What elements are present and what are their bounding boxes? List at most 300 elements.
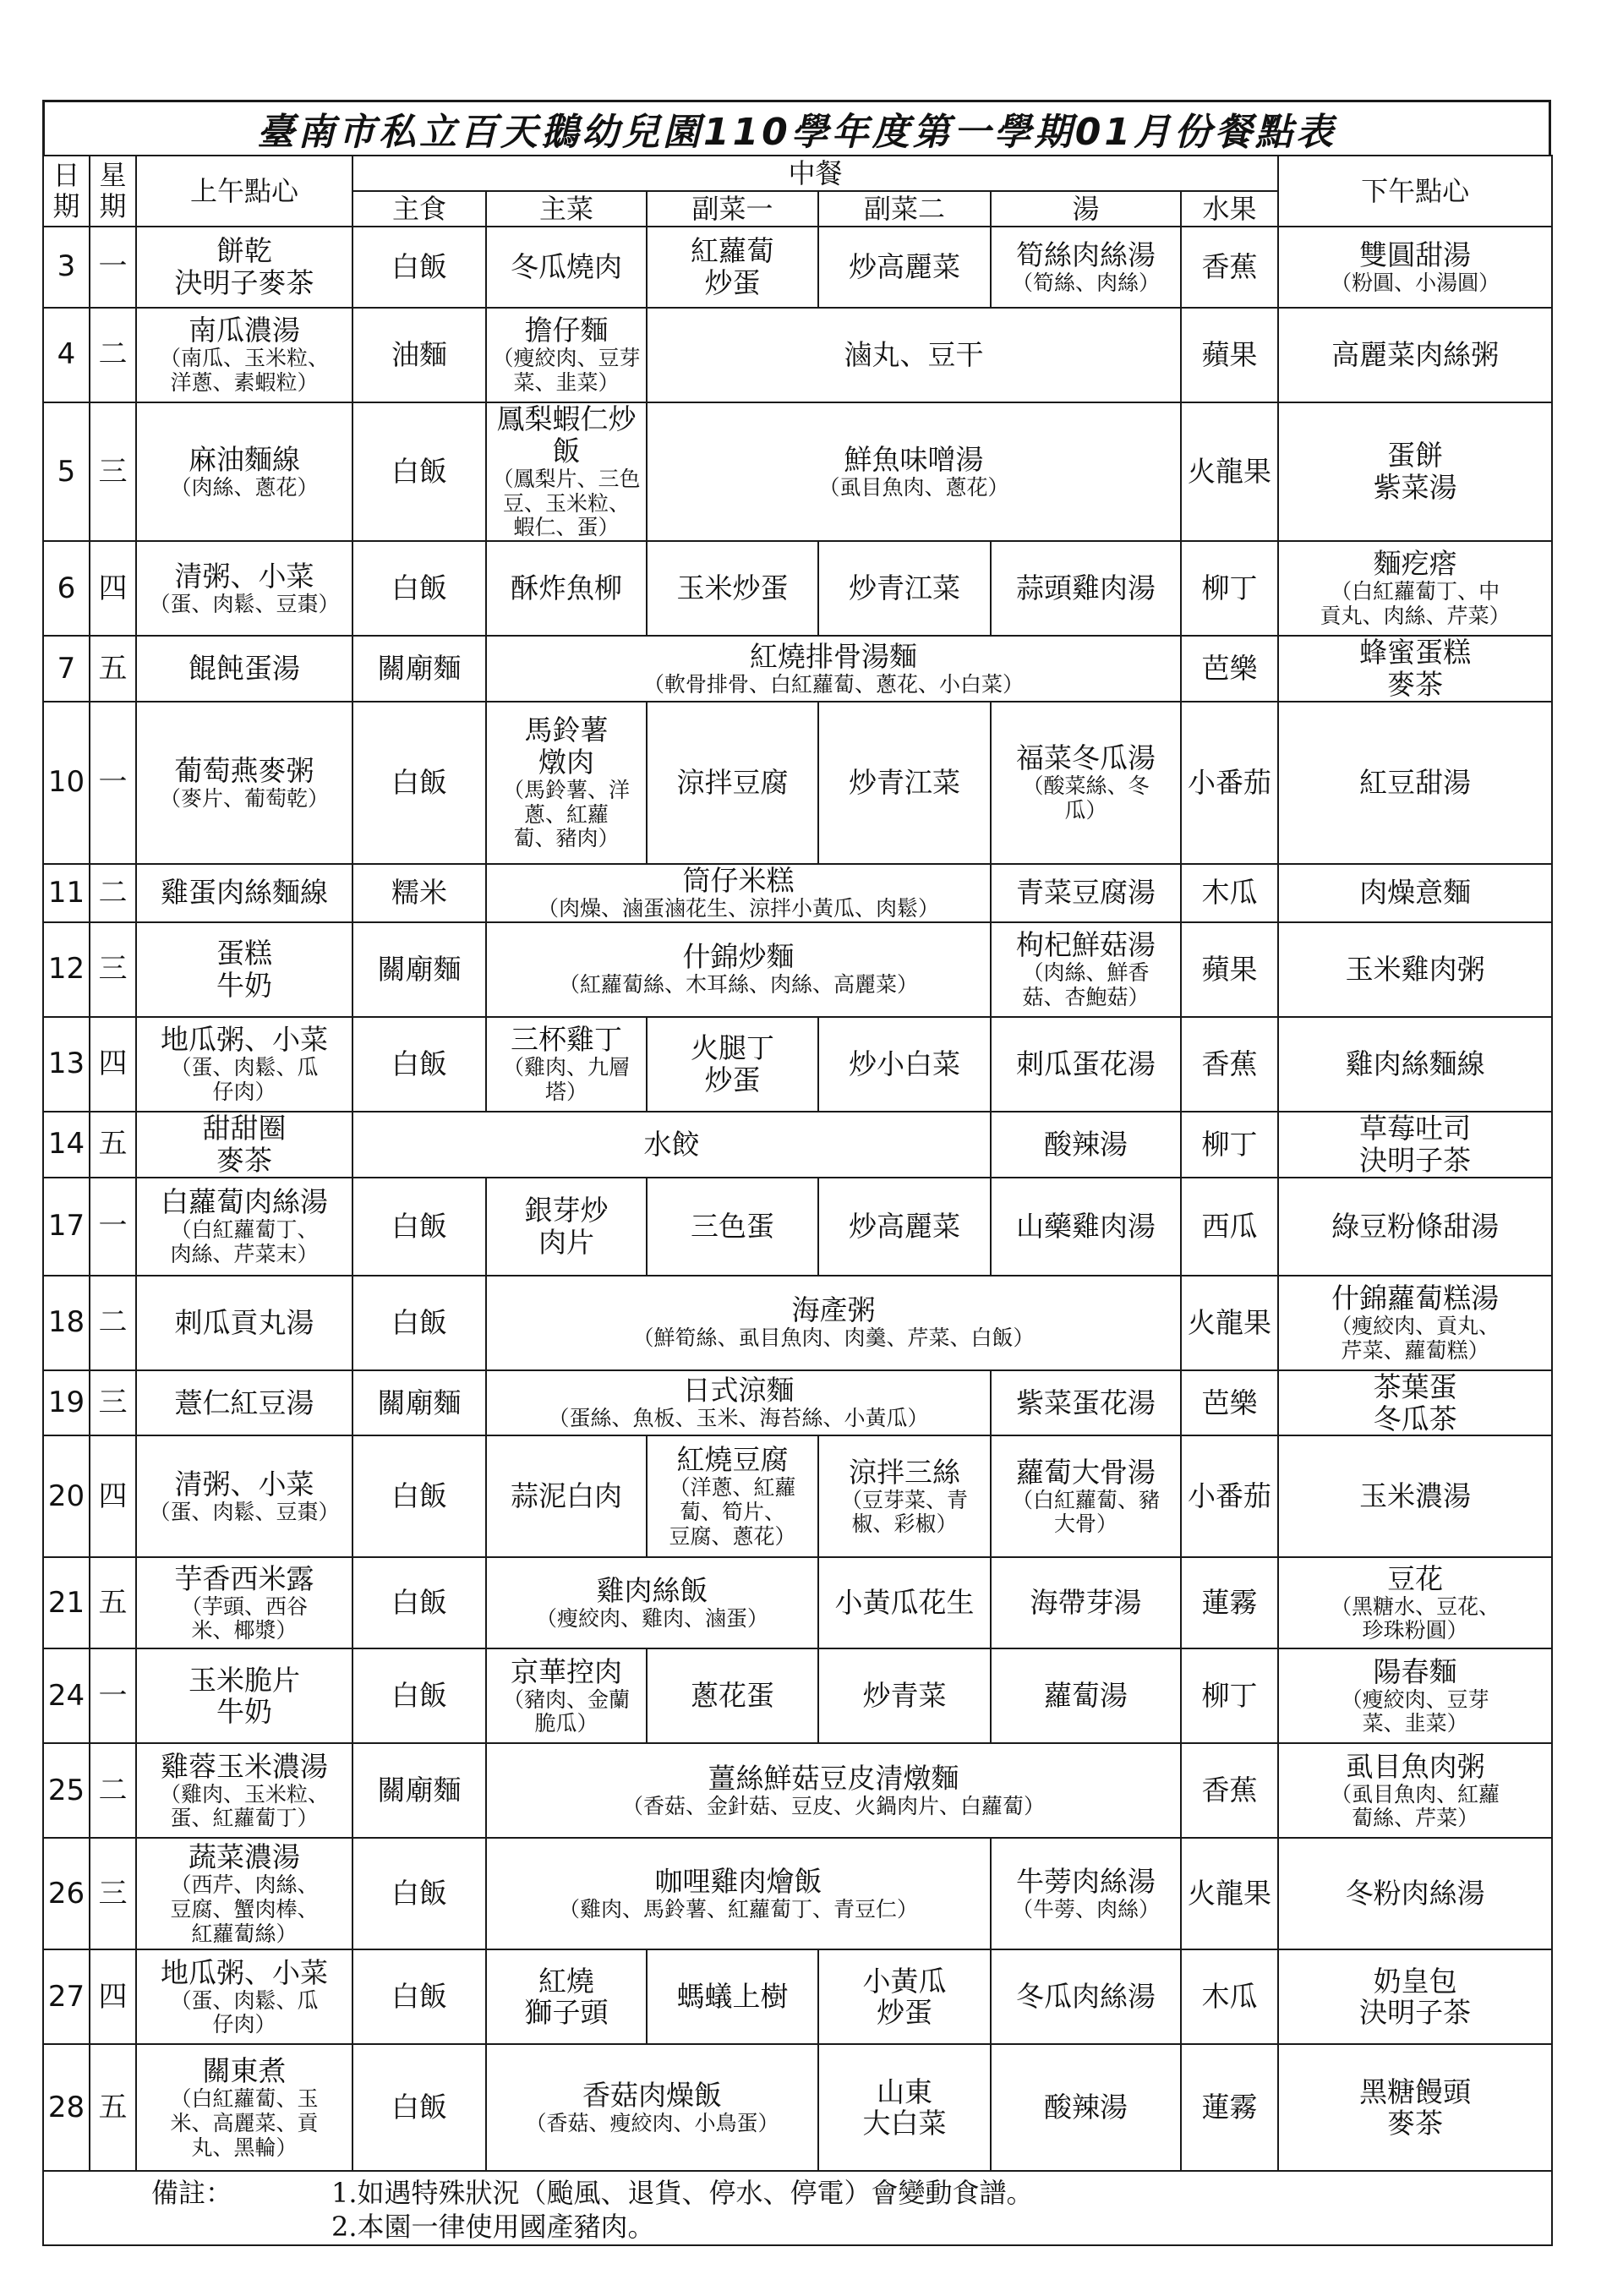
cell-text-line: 鮮魚味噌湯 [844, 442, 984, 476]
cell-text-line: 虱目魚肉粥 [1345, 1749, 1485, 1783]
lunch-combo-cell [486, 2044, 818, 2171]
afternoon-snack-cell [1278, 864, 1552, 922]
cell-text-line: 刺瓜貢丸湯 [174, 1305, 314, 1339]
menu-row [43, 1017, 1552, 1112]
cell-text-line: （粉圓、小湯圓） [1331, 270, 1500, 295]
soup-cell [991, 1017, 1181, 1112]
lunch-combo-cell [352, 1112, 991, 1178]
staple-cell: 白飯 [352, 2044, 486, 2171]
cell-text-line: 冬瓜燒肉 [511, 250, 622, 284]
cell-text-line: 酥炸魚柳 [511, 571, 622, 605]
cell-text-line: 地瓜粥、小菜 [161, 1022, 328, 1056]
cell-text-line: （白紅蘿蔔、玉 [170, 2086, 319, 2112]
cell-text-line: （蛋、肉鬆、豆棗） [149, 591, 340, 616]
weekday-cell: 四 [90, 1017, 136, 1112]
cell-text-line: 炒青江菜 [849, 766, 960, 800]
cell-text-line: 燉肉 [538, 745, 594, 779]
date-cell: 25 [43, 1743, 90, 1838]
cell-text-line: （豆芽菜、青 [840, 1487, 968, 1512]
cell-text-line: 高麗菜肉絲粥 [1331, 338, 1500, 372]
cell-text-line: 豆腐、蟹肉棒、 [170, 1897, 319, 1922]
morning-snack-cell [136, 864, 352, 922]
header-afternoon-snack: 下午點心 [1278, 156, 1552, 227]
cell-text-line: （芋頭、西谷 [180, 1594, 308, 1619]
header-row-1 [43, 156, 1552, 191]
afternoon-snack-cell [1278, 1648, 1552, 1743]
fruit-cell: 柳丁 [1181, 1112, 1278, 1178]
side1-cell [647, 1949, 818, 2044]
cell-text-line: 冬瓜茶 [1373, 1402, 1457, 1435]
fruit-cell: 西瓜 [1181, 1178, 1278, 1276]
menu-sheet [42, 100, 1551, 2246]
weekday-cell: 四 [90, 1435, 136, 1557]
afternoon-snack-cell [1278, 541, 1552, 636]
cell-text-line: （蛋絲、魚板、玉米、海苔絲、小黃瓜） [548, 1406, 929, 1431]
cell-text-line: （虱目魚肉、蔥花） [818, 474, 1009, 500]
afternoon-snack-cell [1278, 1949, 1552, 2044]
staple-cell: 油麵 [352, 308, 486, 402]
cell-text-line: 大骨） [1053, 1512, 1118, 1537]
header-side1: 副菜一 [647, 191, 818, 227]
cell-text-line: 炒蛋 [877, 1996, 932, 2030]
cell-text-line: （鳳梨片、三色豆、玉米粒、 [492, 466, 641, 516]
staple-cell: 關廟麵 [352, 922, 486, 1017]
side2-cell [818, 1949, 991, 2044]
menu-row [43, 1557, 1552, 1648]
cell-text-line: 螞蟻上樹 [676, 1980, 789, 2014]
cell-text-line: （瘦絞肉、豆芽菜、韭菜） [492, 346, 641, 395]
fruit-cell: 小番茄 [1181, 702, 1278, 864]
morning-snack-cell [136, 1276, 352, 1370]
cell-text-line: 牛蒡肉絲湯 [1016, 1865, 1156, 1899]
lunch-combo-cell [486, 1838, 991, 1949]
main-cell [486, 1435, 647, 1557]
weekday-cell: 五 [90, 1557, 136, 1648]
afternoon-snack-cell [1278, 1370, 1552, 1436]
notes-label: 備註： [150, 2177, 232, 2210]
header-char: 星 [99, 159, 127, 192]
cell-text-line: 蔔、豬肉） [513, 826, 620, 851]
cell-text-line: 冬粉肉絲湯 [1345, 1877, 1485, 1911]
side2-cell [818, 702, 991, 864]
main-cell [486, 1017, 647, 1112]
menu-row [43, 227, 1552, 308]
staple-cell: 白飯 [352, 1557, 486, 1648]
morning-snack-cell [136, 922, 352, 1017]
weekday-cell: 二 [90, 308, 136, 402]
soup-cell [991, 541, 1181, 636]
cell-text-line: （白紅蘿蔔、豬 [1011, 1487, 1160, 1512]
side2-cell [818, 1648, 991, 1743]
date-cell: 7 [43, 636, 90, 702]
notes-line: 1.如遇特殊狀況（颱風、退貨、停水、停電）會變動食譜。 [331, 2177, 1034, 2210]
header-char: 日 [52, 159, 80, 192]
fruit-cell: 蘋果 [1181, 922, 1278, 1017]
morning-snack-cell [136, 402, 352, 541]
cell-text-line: 咖哩雞肉燴飯 [654, 1865, 822, 1899]
afternoon-snack-cell [1278, 1435, 1552, 1557]
cell-text-line: 牛奶 [216, 1695, 272, 1729]
menu-row [43, 702, 1552, 864]
cell-text-line: （西芹、肉絲、 [170, 1872, 319, 1898]
fruit-cell: 木瓜 [1181, 864, 1278, 922]
morning-snack-cell [136, 1017, 352, 1112]
weekday-cell: 一 [90, 702, 136, 864]
date-cell: 28 [43, 2044, 90, 2171]
header-lunch: 中餐 [352, 156, 1278, 191]
header-date [43, 156, 90, 227]
menu-row [43, 1949, 1552, 2044]
afternoon-snack-cell [1278, 308, 1552, 402]
cell-text-line: 紫菜蛋花湯 [1016, 1386, 1156, 1419]
cell-text-line: 蔥花蛋 [691, 1679, 774, 1713]
cell-text-line: 陽春麵 [1373, 1654, 1457, 1688]
date-cell: 18 [43, 1276, 90, 1370]
menu-row [43, 2044, 1552, 2171]
morning-snack-cell [136, 636, 352, 702]
soup-cell [991, 1648, 1181, 1743]
morning-snack-cell [136, 1435, 352, 1557]
notes-line: 2.本園一律使用國產豬肉。 [331, 2211, 655, 2244]
menu-table [42, 155, 1553, 2246]
soup-cell [991, 227, 1181, 308]
morning-snack-cell [136, 1648, 352, 1743]
soup-cell [991, 1949, 1181, 2044]
cell-text-line: 筒仔米糕 [682, 864, 795, 897]
date-cell: 14 [43, 1112, 90, 1178]
cell-text-line: （瘦絞肉、雞肉、滷蛋） [535, 1606, 768, 1632]
soup-cell [991, 864, 1181, 922]
cell-text-line: 玉米濃湯 [1359, 1479, 1472, 1513]
cell-text-line: 水餃 [643, 1127, 700, 1161]
lunch-combo-cell [486, 1370, 991, 1436]
menu-row [43, 1838, 1552, 1949]
cell-text-line: 蛋餅 [1387, 439, 1444, 473]
weekday-cell: 一 [90, 1648, 136, 1743]
cell-text-line: 海產粥 [791, 1293, 876, 1327]
menu-row [43, 402, 1552, 541]
cell-text-line: 豆花 [1387, 1561, 1444, 1595]
cell-text-line: 炒蛋 [704, 266, 761, 299]
soup-cell [991, 1838, 1181, 1949]
cell-text-line: 豆腐、蔥花） [669, 1523, 796, 1549]
fruit-cell: 火龍果 [1181, 1838, 1278, 1949]
menu-row [43, 541, 1552, 636]
cell-text-line: 雞肉絲飯 [596, 1574, 708, 1608]
staple-cell: 白飯 [352, 1838, 486, 1949]
cell-text-line: 蜂蜜蛋糕 [1359, 636, 1472, 670]
cell-text-line: （黑糖水、豆花、 [1331, 1594, 1500, 1619]
date-cell: 10 [43, 702, 90, 864]
main-cell [486, 702, 647, 864]
cell-text-line: 炒高麗菜 [849, 250, 960, 284]
morning-snack-cell [136, 1370, 352, 1436]
side-combo-cell [647, 308, 1181, 402]
date-cell: 4 [43, 308, 90, 402]
cell-text-line: 蝦仁、蛋） [513, 515, 620, 540]
weekday-cell: 五 [90, 1112, 136, 1178]
cell-text-line: （洋蔥、紅蘿 [669, 1475, 796, 1501]
cell-text-line: 大白菜 [862, 2107, 947, 2140]
weekday-cell: 三 [90, 922, 136, 1017]
cell-text-line: 玉米脆片 [189, 1663, 300, 1697]
cell-text-line: （鮮筍絲、虱目魚肉、肉羹、芹菜、白飯） [632, 1326, 1035, 1351]
fruit-cell: 香蕉 [1181, 227, 1278, 308]
cell-text-line: 麥茶 [216, 1143, 272, 1177]
side2-cell [818, 2044, 991, 2171]
cell-text-line: 丸、黑輪） [191, 2135, 298, 2160]
cell-text-line: 酸辣湯 [1044, 2091, 1128, 2124]
cell-text-line: 菜、韭菜） [1362, 1711, 1468, 1736]
weekday-cell: 一 [90, 1178, 136, 1276]
cell-text-line: 海帶芽湯 [1030, 1586, 1142, 1620]
morning-snack-cell [136, 1838, 352, 1949]
cell-text-line: 麥茶 [1387, 2107, 1444, 2140]
cell-text-line: 薏仁紅豆湯 [174, 1386, 314, 1419]
morning-snack-cell [136, 541, 352, 636]
weekday-cell: 三 [90, 402, 136, 541]
header-main: 主菜 [486, 191, 647, 227]
date-cell: 11 [43, 864, 90, 922]
cell-text-line: 銀芽炒 [524, 1193, 609, 1227]
fruit-cell: 柳丁 [1181, 1648, 1278, 1743]
header-staple: 主食 [352, 191, 486, 227]
cell-text-line: 青菜豆腐湯 [1016, 876, 1156, 910]
cell-text-line: （雞肉、馬鈴薯、紅蘿蔔丁、青豆仁） [558, 1897, 918, 1922]
date-cell: 3 [43, 227, 90, 308]
main-cell [486, 541, 647, 636]
fruit-cell: 蓮霧 [1181, 1557, 1278, 1648]
cell-text-line: （香菇、瘦絞肉、小鳥蛋） [525, 2111, 779, 2136]
fruit-cell: 柳丁 [1181, 541, 1278, 636]
cell-text-line: 薑絲鮮菇豆皮清燉麵 [708, 1762, 959, 1796]
staple-cell: 關廟麵 [352, 636, 486, 702]
cell-text-line: 麥茶 [1387, 668, 1444, 702]
cell-text-line: 肉片 [538, 1225, 594, 1259]
cell-text-line: 火腿丁 [691, 1030, 774, 1064]
side2-cell [818, 1435, 991, 1557]
cell-text-line: 葡萄燕麥粥 [174, 753, 314, 787]
cell-text-line: （牛蒡、肉絲） [1011, 1897, 1160, 1922]
notes-wrap [52, 2173, 1549, 2244]
afternoon-snack-cell [1278, 227, 1552, 308]
cell-text-line: （蛋、肉鬆、瓜 [170, 1054, 319, 1080]
header-char: 期 [99, 190, 127, 222]
cell-text-line: （蛋、肉鬆、瓜 [170, 1987, 319, 2013]
cell-text-line: 脆瓜） [534, 1711, 598, 1736]
soup-cell [991, 702, 1181, 864]
side1-cell [647, 1017, 818, 1112]
cell-text-line: 雞肉絲麵線 [1345, 1047, 1485, 1080]
cell-text-line: 餅乾 [216, 234, 272, 268]
cell-text-line: 冬瓜肉絲湯 [1016, 1980, 1156, 2014]
cell-text-line: （白紅蘿蔔丁、 [170, 1216, 319, 1242]
cell-text-line: 蘿蔔大骨湯 [1016, 1455, 1156, 1489]
morning-snack-cell [136, 1112, 352, 1178]
cell-text-line: 菇、杏鮑菇） [1022, 984, 1150, 1009]
cell-text-line: 南瓜濃湯 [189, 314, 300, 347]
menu-row [43, 1370, 1552, 1436]
lunch-combo-cell [486, 1557, 818, 1648]
menu-row [43, 922, 1552, 1017]
afternoon-snack-cell [1278, 702, 1552, 864]
cell-text-line: 蔔、筍片、 [679, 1500, 785, 1525]
main-cell [486, 1648, 647, 1743]
cell-text-line: 茶葉蛋 [1373, 1369, 1457, 1403]
cell-text-line: 炒青菜 [862, 1679, 947, 1713]
cell-text-line: 蔥、紅蘿 [523, 801, 609, 827]
lunch-combo-cell [486, 1276, 1181, 1370]
staple-cell: 糯米 [352, 864, 486, 922]
main-cell [486, 227, 647, 308]
weekday-cell: 二 [90, 864, 136, 922]
cell-text-line: 雞蛋肉絲麵線 [161, 876, 328, 910]
fruit-cell: 火龍果 [1181, 1276, 1278, 1370]
page-title: 臺南市私立百天鵝幼兒園110學年度第一學期01月份餐點表 [256, 111, 1337, 154]
weekday-cell: 四 [90, 1949, 136, 2044]
date-cell: 26 [43, 1838, 90, 1949]
cell-text-line: 清粥、小菜 [174, 559, 314, 593]
cell-text-line: 紅燒排骨湯麵 [750, 639, 917, 673]
cell-text-line: 白蘿蔔肉絲湯 [161, 1184, 328, 1218]
soup-cell [991, 1435, 1181, 1557]
morning-snack-cell [136, 227, 352, 308]
cell-text-line: （麥片、葡萄乾） [159, 785, 329, 811]
cell-text-line: 仔肉） [212, 1079, 276, 1104]
cell-text-line: （肉絲、鮮香 [1022, 959, 1150, 985]
cell-text-line: 馬鈴薯 [524, 713, 609, 746]
cell-text-line: （筍絲、肉絲） [1011, 270, 1160, 295]
menu-row [43, 1435, 1552, 1557]
cell-text-line: 三色蛋 [691, 1209, 774, 1243]
soup-cell [991, 1370, 1181, 1436]
cell-text-line: 京華控肉 [511, 1654, 622, 1688]
title-box [42, 100, 1551, 155]
fruit-cell: 蓮霧 [1181, 2044, 1278, 2171]
fruit-cell: 芭樂 [1181, 1370, 1278, 1436]
cell-text-line: 麻油麵線 [189, 442, 300, 476]
staple-cell: 白飯 [352, 1276, 486, 1370]
cell-text-line: 米、高麗菜、貢 [170, 2111, 319, 2136]
fruit-cell: 木瓜 [1181, 1949, 1278, 2044]
fruit-cell: 芭樂 [1181, 636, 1278, 702]
cell-text-line: 酸辣湯 [1044, 1127, 1128, 1161]
staple-cell: 白飯 [352, 541, 486, 636]
cell-text-line: 蒜頭雞肉湯 [1016, 571, 1156, 605]
cell-text-line: 牛奶 [216, 968, 272, 1002]
morning-snack-cell [136, 1949, 352, 2044]
header-fruit: 水果 [1181, 191, 1278, 227]
cell-text-line: 綠豆粉條甜湯 [1331, 1209, 1500, 1243]
morning-snack-cell [136, 2044, 352, 2171]
cell-text-line: （虱目魚肉、紅蘿 [1331, 1781, 1500, 1807]
cell-text-line: 日式涼麵 [682, 1374, 795, 1408]
staple-cell: 白飯 [352, 1435, 486, 1557]
side2-cell [818, 1017, 991, 1112]
cell-text-line: 關東煮 [202, 2054, 287, 2088]
cell-text-line: 奶皇包 [1373, 1964, 1457, 1998]
staple-cell: 白飯 [352, 227, 486, 308]
weekday-cell: 五 [90, 636, 136, 702]
cell-text-line: 蒜泥白肉 [511, 1479, 622, 1513]
side1-cell [647, 1178, 818, 1276]
cell-text-line: 山東 [877, 2075, 932, 2108]
notes-lines [331, 2173, 1034, 2244]
cell-text-line: 刺瓜蛋花湯 [1016, 1047, 1156, 1080]
side1-cell [647, 1435, 818, 1557]
cell-text-line: 小黃瓜 [862, 1964, 947, 1998]
lunch-combo-cell [486, 1743, 1181, 1838]
cell-text-line: 餛飩蛋湯 [189, 652, 300, 686]
fruit-cell: 蘋果 [1181, 308, 1278, 402]
soup-cell [991, 922, 1181, 1017]
header-morning-snack: 上午點心 [136, 156, 352, 227]
date-cell: 21 [43, 1557, 90, 1648]
weekday-cell: 二 [90, 1743, 136, 1838]
cell-text-line: 蘿蔔湯 [1044, 1679, 1128, 1713]
staple-cell: 白飯 [352, 702, 486, 864]
cell-text-line: 玉米雞肉粥 [1345, 952, 1485, 986]
lunch-combo-cell [486, 922, 991, 1017]
afternoon-snack-cell [1278, 402, 1552, 541]
cell-text-line: （紅蘿蔔絲、木耳絲、肉絲、高麗菜） [558, 972, 918, 998]
menu-row [43, 1743, 1552, 1838]
cell-text-line: 肉燥意麵 [1359, 876, 1472, 910]
side1-cell [647, 227, 818, 308]
cell-text-line: 地瓜粥、小菜 [161, 1955, 328, 1989]
cell-text-line: 炒蛋 [704, 1063, 761, 1096]
staple-cell: 關廟麵 [352, 1743, 486, 1838]
date-cell: 13 [43, 1017, 90, 1112]
cell-text-line: （豬肉、金蘭 [502, 1686, 630, 1712]
afternoon-snack-cell [1278, 1838, 1552, 1949]
fruit-cell: 火龍果 [1181, 402, 1278, 541]
staple-cell: 白飯 [352, 1178, 486, 1276]
header-soup: 湯 [991, 191, 1181, 227]
cell-text-line: （蛋、肉鬆、豆棗） [149, 1500, 340, 1525]
cell-text-line: 小黃瓜花生 [834, 1586, 975, 1620]
cell-text-line: 塔） [544, 1079, 587, 1104]
cell-text-line: 肉絲、芹菜末） [170, 1241, 319, 1266]
date-cell: 20 [43, 1435, 90, 1557]
cell-text-line: （軟骨排骨、白紅蘿蔔、蔥花、小白菜） [642, 671, 1024, 697]
weekday-cell: 三 [90, 1838, 136, 1949]
cell-text-line: 紫菜湯 [1373, 471, 1457, 505]
header-weekday [90, 156, 136, 227]
fruit-cell: 小番茄 [1181, 1435, 1278, 1557]
cell-text-line: 甜甜圈 [202, 1111, 287, 1145]
cell-text-line: 什錦炒麵 [682, 940, 795, 974]
weekday-cell: 四 [90, 541, 136, 636]
notes-cell [43, 2171, 1552, 2245]
afternoon-snack-cell [1278, 922, 1552, 1017]
cell-text-line: 紅燒 [538, 1964, 594, 1998]
menu-row [43, 1276, 1552, 1370]
cell-text-line: 決明子麥茶 [174, 266, 314, 299]
main-cell [486, 1178, 647, 1276]
cell-text-line: 福菜冬瓜湯 [1016, 741, 1156, 775]
cell-text-line: （南瓜、玉米粒、 [159, 346, 329, 371]
side2-cell [818, 227, 991, 308]
cell-text-line: （白紅蘿蔔丁、中 [1331, 579, 1500, 604]
cell-text-line: （雞肉、玉米粒、 [159, 1781, 329, 1807]
afternoon-snack-cell [1278, 1743, 1552, 1838]
cell-text-line: 芹菜、蘿蔔糕） [1341, 1337, 1489, 1363]
soup-cell [991, 2044, 1181, 2171]
cell-text-line: 炒高麗菜 [849, 1209, 960, 1243]
lunch-combo-cell [486, 636, 1181, 702]
cell-text-line: 珍珠粉圓） [1362, 1618, 1468, 1643]
